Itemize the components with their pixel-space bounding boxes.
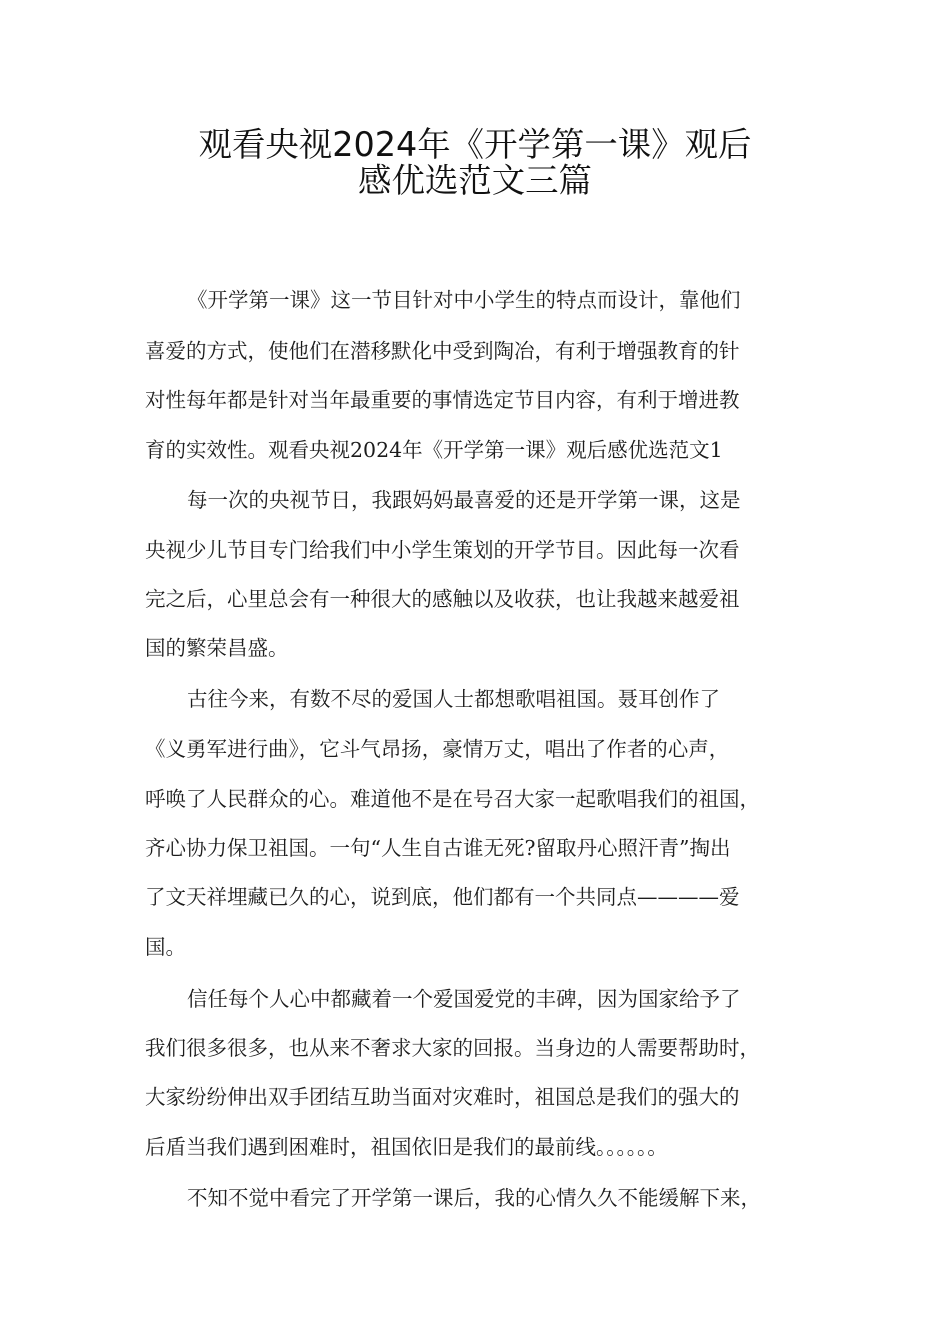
paragraph-3-line-1: 古往今来，有数不尽的爱国人士都想歌唱祖国。聂耳创作了: [187, 687, 720, 711]
paragraph-1-line-1: 《开学第一课》这一节目针对中小学生的特点而设计，靠他们: [187, 288, 741, 312]
document-title-line-1: 观看央视2024年《开学第一课》观后: [198, 125, 752, 164]
paragraph-5-line-1: 不知不觉中看完了开学第一课后，我的心情久久不能缓解下来，: [187, 1186, 761, 1210]
paragraph-3-line-4: 齐心协力保卫祖国。一句“人生自古谁无死?留取丹心照汗青”掏出: [145, 836, 731, 860]
paragraph-3-line-2: 《义勇军进行曲》，它斗气昂扬，豪情万丈，唱出了作者的心声，: [145, 737, 730, 761]
paragraph-2-line-3: 完之后，心里总会有一种很大的感触以及收获，也让我越来越爱祖: [145, 587, 740, 611]
paragraph-2-line-1: 每一次的央视节日，我跟妈妈最喜爱的还是开学第一课，这是: [187, 488, 741, 512]
paragraph-1-line-4: 育的实效性。观看央视2024年《开学第一课》观后感优选范文1: [145, 438, 723, 462]
paragraph-3-line-3: 呼唤了人民群众的心。难道他不是在号召大家一起歌唱我们的祖国，: [145, 787, 760, 811]
paragraph-2-line-2: 央视少儿节目专门给我们中小学生策划的开学节目。因此每一次看: [145, 538, 740, 562]
paragraph-3-line-5: 了文天祥埋藏已久的心，说到底，他们都有一个共同点————爱: [145, 885, 740, 909]
paragraph-4-line-3: 大家纷纷伸出双手团结互助当面对灾难时，祖国总是我们的强大的: [145, 1085, 740, 1109]
paragraph-4-line-4: 后盾当我们遇到困难时，祖国依旧是我们的最前线。。。。。。: [145, 1135, 668, 1159]
document-title-line-2: 感优选范文三篇: [358, 161, 592, 200]
paragraph-3-line-6: 国。: [145, 935, 186, 959]
paragraph-2-line-4: 国的繁荣昌盛。: [145, 636, 289, 660]
paragraph-4-line-2: 我们很多很多，也从来不奢求大家的回报。当身边的人需要帮助时，: [145, 1036, 760, 1060]
paragraph-4-line-1: 信任每个人心中都藏着一个爱国爱党的丰碑，因为国家给予了: [187, 987, 741, 1011]
paragraph-1-line-3: 对性每年都是针对当年最重要的事情选定节目内容，有利于增进教: [145, 388, 740, 412]
paragraph-1-line-2: 喜爱的方式，使他们在潜移默化中受到陶冶，有利于增强教育的针: [145, 339, 740, 363]
